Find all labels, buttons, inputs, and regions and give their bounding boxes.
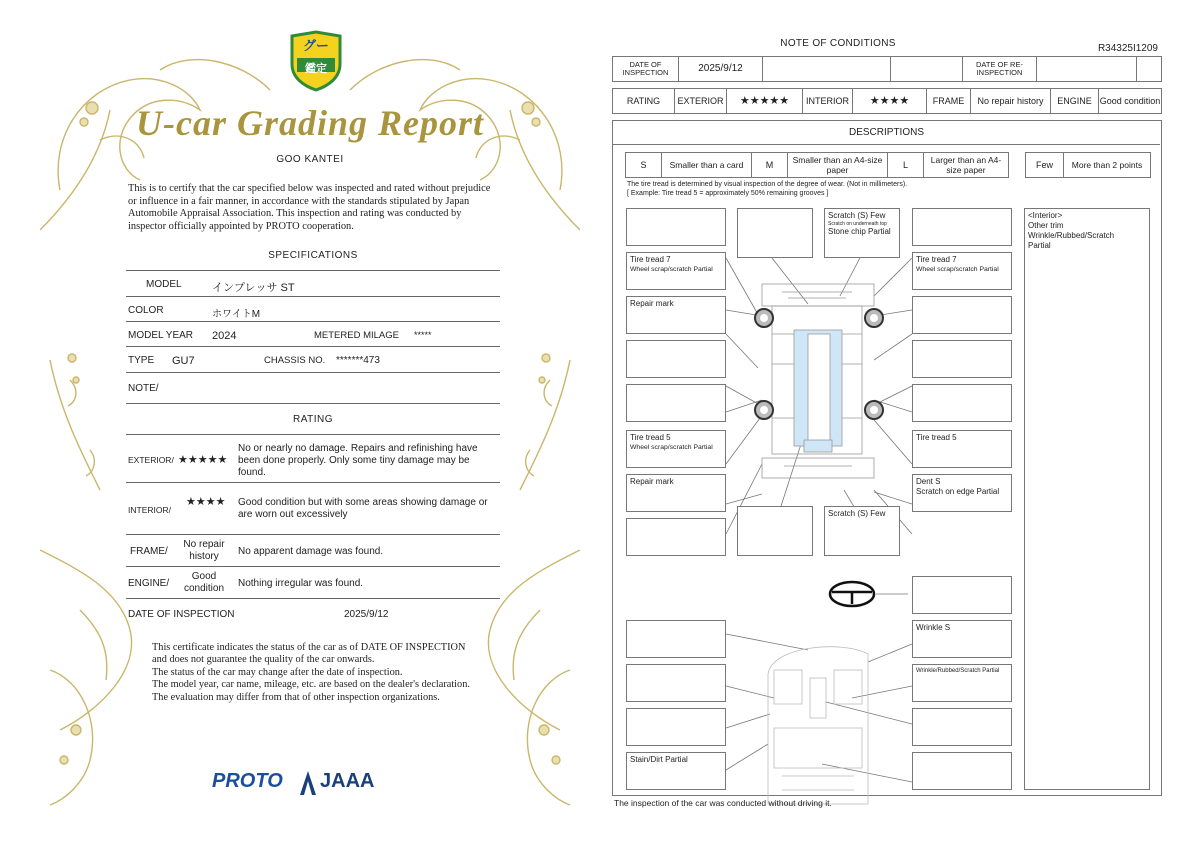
- rear-left-tire-tread: Tire tread 5: [630, 433, 671, 442]
- frame-label-cell: FRAME: [927, 89, 971, 113]
- note-label: NOTE/: [128, 383, 159, 394]
- engine-label: ENGINE/: [128, 578, 170, 589]
- front-damage-line-3: Stone chip Partial: [828, 227, 891, 236]
- footer-line-1: This certificate indicates the status of the car as of DATE OF INSPECTION and does not guarantee the quality of the car onwards.: [152, 642, 466, 666]
- footer-line-3: The model year, car name, mileage, etc. are based on the dealer's declaration.: [152, 679, 470, 691]
- rear-left-wheel-scrap: Wheel scrap/scratch Partial: [630, 444, 713, 451]
- certificate-title: U-car Grading Report: [135, 103, 484, 143]
- interior-stars: ★★★★: [186, 496, 226, 508]
- box-front-right-empty: [912, 208, 1012, 246]
- interior-label-cell: INTERIOR: [803, 89, 853, 113]
- legend-m-desc: Smaller than an A4-size paper: [788, 153, 888, 177]
- exterior-label-cell: EXTERIOR: [675, 89, 727, 113]
- box-stain: [626, 752, 726, 790]
- box-left-3-empty: [626, 340, 726, 378]
- box-rear-damage: [824, 506, 900, 556]
- interior-note-trim: Other trim: [1028, 221, 1064, 230]
- chassis-label: CHASSIS NO.: [264, 355, 326, 366]
- rating-row-interior: [126, 483, 500, 535]
- mileage-label: METERED MILAGE: [314, 330, 399, 341]
- box-dent: [912, 474, 1012, 512]
- box-right-4-empty: [912, 384, 1012, 422]
- interior-stars-cell: ★★★★: [853, 89, 927, 113]
- spec-row-type: [126, 347, 500, 373]
- badge-bottom-text: 鑑定: [305, 63, 327, 75]
- rating-label-cell: RATING: [613, 89, 675, 113]
- jaaa-logo-icon: [300, 771, 316, 795]
- legend-l: L: [888, 153, 924, 177]
- tread-note-1: The tire tread is determined by visual inspection of the degree of wear. (Not in millimeters).: [627, 181, 908, 188]
- specifications-heading: SPECIFICATIONS: [268, 250, 358, 261]
- rating-row-frame: [126, 535, 500, 567]
- frame-value: No repair history: [183, 539, 225, 562]
- box-rear-right-tire: [912, 430, 1012, 468]
- front-left-wheel-scrap: Wheel scrap/scratch Partial: [630, 266, 713, 273]
- descriptions-heading: DESCRIPTIONS: [613, 121, 1160, 145]
- interior-note-damage: Wrinkle/Rubbed/Scratch: [1028, 231, 1115, 240]
- box-interior-right-4-empty: [912, 752, 1012, 790]
- specifications-table: [126, 270, 500, 404]
- rating-row-engine: [126, 567, 500, 599]
- box-rear-left-tire: [626, 430, 726, 468]
- steering-wheel-icon: [830, 582, 874, 606]
- box-rear-center-empty: [737, 506, 813, 556]
- badge-top-text: グー: [302, 38, 329, 53]
- box-front-damage: [824, 208, 900, 258]
- rating-table: [126, 434, 500, 629]
- certificate-footer: [152, 642, 482, 704]
- legend-s: S: [626, 153, 662, 177]
- exterior-stars-cell: ★★★★★: [727, 89, 803, 113]
- box-front-left-tire: [626, 252, 726, 290]
- box-front-left-empty: [626, 208, 726, 246]
- certificate-intro: This is to certify that the car specified below was inspected and rated without prejudice or influence in a fair manner, in accordance with the standards stipulated by Japan Automobile Appraisal Association. This inspection and rating was conducted by inspector officially appointed by PROTO cooperation.: [128, 183, 491, 232]
- spec-row-note: [126, 373, 500, 404]
- engine-value: Good condition: [183, 571, 225, 594]
- proto-logo: PROTO: [212, 770, 283, 792]
- interior-label: INTERIOR/: [128, 505, 171, 515]
- footer-line-4: The evaluation may differ from that of other inspection organizations.: [152, 691, 440, 703]
- front-damage-line-2: Scratch on underneath top: [828, 221, 887, 227]
- repair-mark-2-text: Repair mark: [630, 477, 674, 486]
- mileage-value: *****: [414, 330, 432, 340]
- box-wrinkle: [912, 620, 1012, 658]
- exterior-stars: ★★★★★: [178, 454, 228, 466]
- rear-right-tire-tread: Tire tread 5: [916, 433, 957, 442]
- note-of-conditions: [612, 34, 1164, 814]
- box-repair-mark-1: [626, 296, 726, 334]
- box-right-2-empty: [912, 296, 1012, 334]
- front-left-tire-tread: Tire tread 7: [630, 255, 671, 264]
- date-value-cell: 2025/9/12: [679, 57, 763, 81]
- box-left-4-empty: [626, 384, 726, 422]
- legend-s-desc: Smaller than a card: [662, 153, 752, 177]
- note-title: NOTE OF CONDITIONS: [780, 38, 896, 49]
- legend-l-desc: Larger than an A4-size paper: [930, 155, 1002, 175]
- wrinkle-rubbed-text: Wrinkle/Rubbed/Scratch Partial: [916, 668, 1000, 674]
- box-right-3-empty: [912, 340, 1012, 378]
- interior-description: Good condition but with some areas showing damage or are worn out excessively: [238, 497, 488, 520]
- front-right-wheel-scrap: Wheel scrap/scratch Partial: [916, 266, 999, 273]
- frame-label: FRAME/: [130, 546, 168, 557]
- box-interior-left-1-empty: [626, 620, 726, 658]
- box-steering-empty: [912, 576, 1012, 614]
- note-footer: The inspection of the car was conducted without driving it.: [614, 798, 832, 808]
- tread-note-2: [ Example: Tire tread 5 = approximately 50% remaining grooves ]: [627, 190, 829, 197]
- box-interior-left-2-empty: [626, 664, 726, 702]
- jaaa-logo: JAAA: [320, 770, 375, 792]
- model-year-value: 2024: [212, 330, 237, 342]
- date-label-cell: DATE OF INSPECTION: [613, 57, 679, 81]
- dent-text: Dent S: [916, 477, 941, 486]
- frame-description: No apparent damage was found.: [238, 546, 384, 557]
- reinspection-label-cell: DATE OF RE-INSPECTION: [963, 57, 1037, 81]
- type-label: TYPE: [128, 355, 155, 366]
- model-value: インプレッサ ST: [212, 282, 295, 294]
- box-repair-mark-2: [626, 474, 726, 512]
- front-damage-line-1: Scratch (S) Few: [828, 211, 886, 220]
- certificate-org: GOO KANTEI: [276, 154, 344, 165]
- box-front-center-empty: [737, 208, 813, 258]
- rating-row-exterior: [126, 435, 500, 483]
- color-value: ホワイトM: [212, 309, 261, 320]
- color-label: COLOR: [128, 305, 164, 316]
- date-of-inspection-value: 2025/9/12: [344, 609, 389, 620]
- edge-scratch-text: Scratch on edge Partial: [916, 487, 1000, 496]
- engine-description: Nothing irregular was found.: [238, 578, 364, 589]
- spec-row-color: [126, 297, 500, 322]
- box-interior-right-3-empty: [912, 708, 1012, 746]
- box-interior-left-3-empty: [626, 708, 726, 746]
- interior-note-header: <Interior>: [1028, 211, 1063, 220]
- type-value: GU7: [172, 355, 195, 367]
- legend-few: Few: [1026, 153, 1064, 177]
- exterior-description: No or nearly no damage. Repairs and refinishing have been done properly. Only some tiny damage may be found.: [238, 443, 478, 478]
- report-id: R34325I1209: [1097, 43, 1158, 54]
- engine-value-cell: Good condition: [1099, 96, 1161, 106]
- footer-line-2: The status of the car may change after the date of inspection.: [152, 666, 403, 678]
- interior-notes-column: [1024, 208, 1150, 790]
- grading-certificate: [40, 30, 580, 820]
- chassis-value: *******473: [336, 355, 380, 366]
- wrinkle-text: Wrinkle S: [916, 623, 951, 632]
- rear-damage-text: Scratch (S) Few: [828, 509, 886, 518]
- engine-label-cell: ENGINE: [1051, 89, 1099, 113]
- repair-mark-1-text: Repair mark: [630, 299, 674, 308]
- frame-value-cell: No repair history: [971, 89, 1051, 113]
- legend-m: M: [752, 153, 788, 177]
- legend-few-desc: More than 2 points: [1071, 160, 1143, 170]
- rating-heading: RATING: [292, 414, 334, 425]
- box-rear-left-empty: [626, 518, 726, 556]
- interior-note-extent: Partial: [1028, 241, 1051, 250]
- footer-logos: [212, 770, 412, 796]
- front-right-tire-tread: Tire tread 7: [916, 255, 957, 264]
- goo-kantei-badge: [288, 30, 344, 92]
- box-wrinkle-rubbed: [912, 664, 1012, 702]
- stain-text: Stain/Dirt Partial: [630, 755, 688, 764]
- date-of-inspection-label: DATE OF INSPECTION: [128, 609, 235, 620]
- rating-row-date: [126, 599, 500, 629]
- model-label: MODEL: [146, 279, 182, 290]
- model-year-label: MODEL YEAR: [128, 330, 194, 341]
- box-front-right-tire: [912, 252, 1012, 290]
- exterior-label: EXTERIOR/: [128, 455, 174, 465]
- spec-row-model: [126, 271, 500, 297]
- spec-row-year: [126, 322, 500, 347]
